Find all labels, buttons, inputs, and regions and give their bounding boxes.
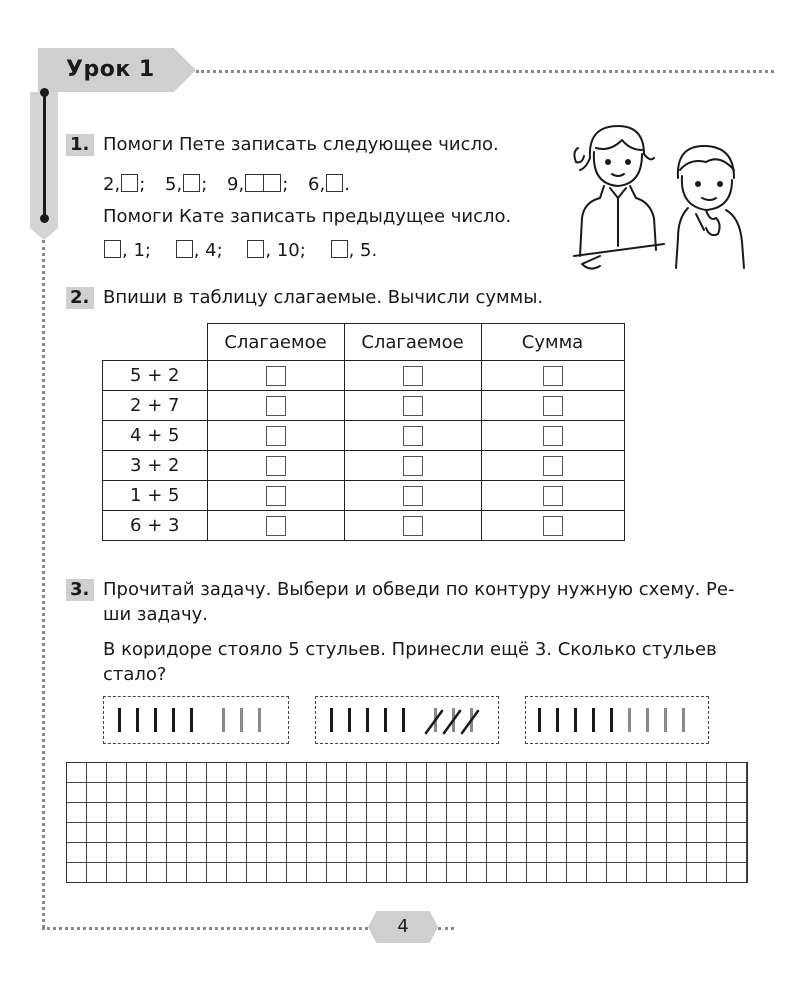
answer-box[interactable]	[266, 486, 286, 506]
answer-box[interactable]	[543, 366, 563, 386]
answer-box[interactable]	[543, 426, 563, 446]
stick-gray	[646, 708, 649, 732]
stick-black	[556, 708, 559, 732]
table-row	[103, 361, 625, 391]
strike-through-icon	[424, 705, 484, 735]
answer-box[interactable]	[121, 174, 138, 192]
scheme-option-2[interactable]	[315, 696, 499, 744]
scheme-option-1[interactable]	[103, 696, 289, 744]
table-header-row	[103, 324, 625, 361]
answer-box[interactable]	[104, 240, 121, 258]
stick-black	[330, 708, 333, 732]
table-corner-cell	[103, 324, 208, 361]
task1-next-row	[103, 174, 350, 195]
prev-item: , 5.	[348, 240, 378, 261]
stick-gray	[664, 708, 667, 732]
task1-instruction-next: Помоги Пете записать следующее число.	[103, 134, 499, 155]
prev-item: , 1;	[122, 240, 151, 261]
task1-instruction-prev: Помоги Кате записать предыдущее число.	[103, 206, 512, 227]
answer-grid[interactable]	[66, 762, 748, 883]
side-bar-line	[43, 92, 46, 220]
stick-black	[402, 708, 405, 732]
task3-number: 3.	[66, 579, 94, 601]
children-girl-boy-icon	[570, 118, 750, 274]
next-item: 2,	[103, 174, 121, 195]
next-item: ;	[282, 174, 289, 195]
table-header: Сумма	[481, 324, 624, 361]
answer-box[interactable]	[266, 456, 286, 476]
header-dotted-line	[196, 70, 774, 73]
stick-black	[118, 708, 121, 732]
task1-number: 1.	[66, 134, 94, 156]
next-item: 9,	[227, 174, 245, 195]
page-number: 4	[397, 916, 409, 937]
footer-dotted-line-right	[438, 927, 454, 930]
answer-box[interactable]	[266, 366, 286, 386]
answer-box[interactable]	[266, 396, 286, 416]
answer-box[interactable]	[326, 174, 343, 192]
table-header: Слагаемое	[344, 324, 481, 361]
stick-gray	[240, 708, 243, 732]
answer-box[interactable]	[543, 456, 563, 476]
answer-box[interactable]	[403, 456, 423, 476]
answer-box[interactable]	[403, 396, 423, 416]
answer-box[interactable]	[183, 174, 200, 192]
answer-box-double[interactable]	[245, 174, 281, 192]
answer-box[interactable]	[403, 366, 423, 386]
answer-box[interactable]	[247, 240, 264, 258]
expression-cell: 5 + 2	[103, 361, 208, 391]
task3-instruction-line1: Прочитай задачу. Выбери и обведи по контуру нужную схему. Ре-	[103, 579, 735, 600]
task3-problem-line1: В коридоре стояло 5 стульев. Принесли ещё 3. Сколько стульев	[103, 639, 717, 660]
answer-box[interactable]	[266, 426, 286, 446]
expression-cell: 6 + 3	[103, 511, 208, 541]
answer-box[interactable]	[543, 486, 563, 506]
task1-prev-row	[103, 240, 377, 261]
table-row	[103, 511, 625, 541]
table-row	[103, 391, 625, 421]
next-item: .	[344, 174, 350, 195]
next-item: ;	[201, 174, 208, 195]
answer-box[interactable]	[403, 426, 423, 446]
scheme-option-3[interactable]	[525, 696, 709, 744]
stick-black	[366, 708, 369, 732]
stick-black	[610, 708, 613, 732]
stick-black	[574, 708, 577, 732]
footer-dotted-line-left	[42, 927, 368, 930]
answer-box[interactable]	[543, 516, 563, 536]
table-header: Слагаемое	[207, 324, 344, 361]
answer-box[interactable]	[403, 516, 423, 536]
prev-item: , 4;	[193, 240, 223, 261]
expression-cell: 1 + 5	[103, 481, 208, 511]
answer-box[interactable]	[176, 240, 193, 258]
table-row	[103, 421, 625, 451]
stick-black	[154, 708, 157, 732]
table-row	[103, 451, 625, 481]
stick-black	[348, 708, 351, 732]
next-item: 5,	[165, 174, 183, 195]
stick-black	[538, 708, 541, 732]
stick-black	[136, 708, 139, 732]
lesson-title: Урок 1	[66, 57, 155, 82]
expression-cell: 2 + 7	[103, 391, 208, 421]
task3-instruction-line2: ши задачу.	[103, 604, 208, 625]
answer-box[interactable]	[543, 396, 563, 416]
side-bar-dot-top	[40, 88, 49, 97]
stick-gray	[628, 708, 631, 732]
stick-gray	[222, 708, 225, 732]
task3-problem-line2: стало?	[103, 664, 167, 685]
addends-table	[102, 323, 625, 541]
expression-cell: 3 + 2	[103, 451, 208, 481]
stick-black	[172, 708, 175, 732]
answer-box[interactable]	[266, 516, 286, 536]
answer-box[interactable]	[403, 486, 423, 506]
task2-instruction: Впиши в таблицу слагаемые. Вычисли суммы.	[103, 287, 544, 308]
stick-black	[190, 708, 193, 732]
next-item: ;	[139, 174, 146, 195]
task2-number: 2.	[66, 287, 94, 309]
table-row	[103, 481, 625, 511]
stick-black	[592, 708, 595, 732]
answer-box[interactable]	[331, 240, 348, 258]
expression-cell: 4 + 5	[103, 421, 208, 451]
stick-gray	[682, 708, 685, 732]
prev-item: , 10;	[265, 240, 306, 261]
stick-gray	[258, 708, 261, 732]
stick-black	[384, 708, 387, 732]
side-bar-dot-bottom	[40, 214, 49, 223]
next-item: 6,	[308, 174, 326, 195]
left-dotted-line	[42, 240, 45, 928]
